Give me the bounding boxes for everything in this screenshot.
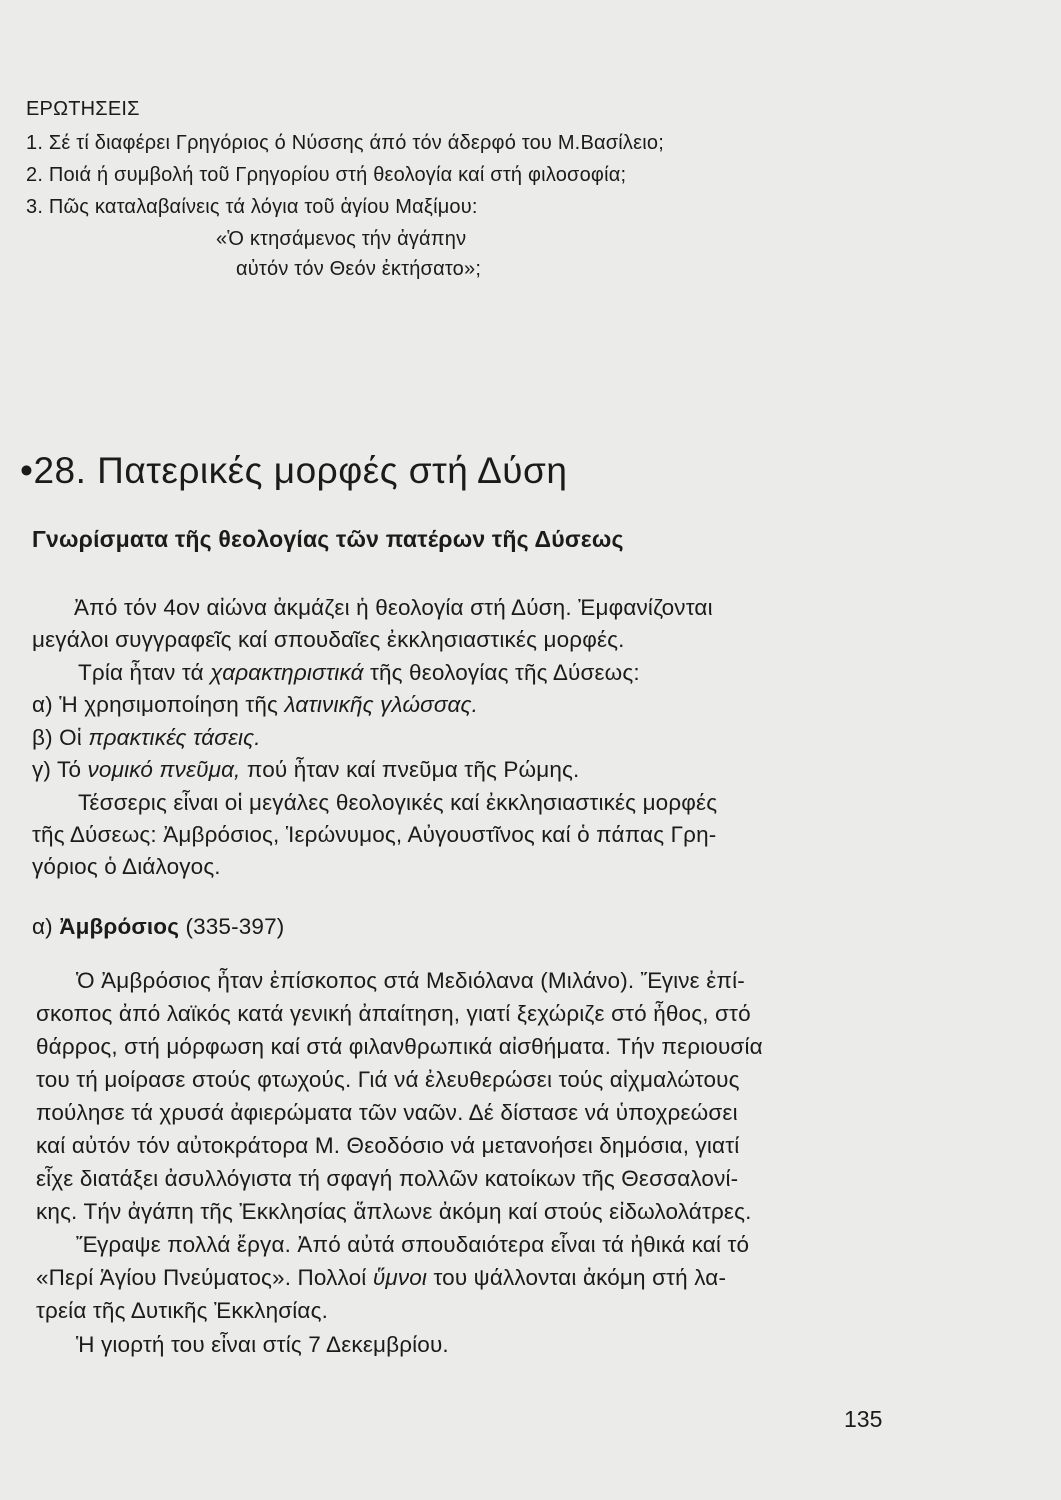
quote-line-2: αὐτόν τόν Θεόν ἐκτήσατο»; bbox=[236, 258, 482, 280]
section-subheading: Γνωρίσματα τῆς θεολογίας τῶν πατέρων τῆς Δύσεως bbox=[32, 526, 624, 552]
ambrose-line-8: κης. Τήν ἀγάπη τῆς Ἐκκλησίας ἅπλωνε ἀκόμη καί στούς εἰδωλολάτρες. bbox=[36, 1199, 752, 1224]
questions-heading: ΕΡΩΤΗΣΕΙΣ bbox=[26, 98, 140, 120]
figures-line-3: γόριος ὁ Διάλογος. bbox=[32, 854, 221, 879]
quote-line-1: «Ὁ κτησάμενος τήν ἀγάπην bbox=[216, 228, 467, 250]
figures-line-2: τῆς Δύσεως: Ἀμβρόσιος, Ἱερώνυμος, Αὐγουστῖνος καί ὁ πάπας Γρη- bbox=[32, 822, 717, 847]
trait-a: α) Ἡ χρησιμοποίηση τῆς λατινικῆς γλώσσας. bbox=[32, 692, 479, 717]
question-2: 2. Ποιά ή συμβολή τοῦ Γρηγορίου στή θεολογία καί στή φιλοσοφία; bbox=[26, 164, 627, 186]
question-1: 1. Σέ τί διαφέρει Γρηγόριος ό Νύσσης άπό τόν άδερφό του Μ.Βασίλειο; bbox=[26, 132, 664, 154]
trait-b: β) Οἱ πρακτικές τάσεις. bbox=[32, 725, 261, 750]
ambrose-line-5: πούλησε τά χρυσά ἀφιερώματα τῶν ναῶν. Δέ δίστασε νά ὑποχρεώσει bbox=[36, 1100, 738, 1125]
intro-line-2: μεγάλοι συγγραφεῖς καί σπουδαῖες ἐκκλησιαστικές μορφές. bbox=[32, 627, 625, 652]
ambrose-line-1: Ὁ Ἀμβρόσιος ἦταν ἐπίσκοπος στά Μεδιόλανα (Μιλάνο). Ἔγινε ἐπί- bbox=[76, 968, 745, 993]
ambrose-line-9: Ἔγραψε πολλά ἔργα. Ἀπό αὐτά σπουδαιότερα εἶναι τά ἠθικά καί τό bbox=[76, 1232, 750, 1257]
ambrose-line-10: «Περί Ἁγίου Πνεύματος». Πολλοί ὕμνοι του ψάλλονται ἀκόμη στή λα- bbox=[36, 1265, 727, 1290]
ambrose-line-6: καί αὐτόν τόν αὐτοκράτορα Μ. Θεοδόσιο νά μετανοήσει δημόσια, γιατί bbox=[36, 1133, 740, 1158]
ambrose-line-3: θάρρος, στή μόρφωση καί στά φιλανθρωπικά αἰσθήματα. Τήν περιουσία bbox=[36, 1034, 763, 1059]
intro-line-1: Ἀπό τόν 4ον αἰώνα ἀκμάζει ἡ θεολογία στή Δύση. Ἐμφανίζονται bbox=[74, 595, 713, 620]
ambrose-line-7: εἶχε διατάξει ἀσυλλόγιστα τή σφαγή πολλῶν κατοίκων τῆς Θεσσαλονί- bbox=[36, 1166, 739, 1191]
chapter-title: •28. Πατερικές μορφές στή Δύση bbox=[20, 450, 568, 491]
ambrose-line-11: τρεία τῆς Δυτικῆς Ἐκκλησίας. bbox=[36, 1298, 328, 1323]
trait-c: γ) Τό νομικό πνεῦμα, πού ἦταν καί πνεῦμα τῆς Ρώμης. bbox=[32, 757, 580, 782]
question-3: 3. Πῶς καταλαβαίνεις τά λόγια τοῦ ἁγίου Μαξίμου: bbox=[26, 196, 478, 218]
ambrose-line-4: του τή μοίρασε στούς φτωχούς. Γιά νά ἐλευθερώσει τούς αἰχμαλώτους bbox=[36, 1067, 740, 1092]
page-number: 135 bbox=[844, 1406, 883, 1432]
ambrose-line-12: Ἡ γιορτή του εἶναι στίς 7 Δεκεμβρίου. bbox=[76, 1332, 449, 1357]
ambrose-line-2: σκοπος ἀπό λαϊκός κατά γενική ἀπαίτηση, γιατί ξεχώριζε στό ἦθος, στό bbox=[36, 1001, 751, 1026]
intro-line-3: Τρία ἦταν τά χαρακτηριστικά τῆς θεολογίας τῆς Δύσεως: bbox=[78, 660, 640, 685]
ambrose-heading: α) Ἀμβρόσιος (335-397) bbox=[32, 914, 285, 939]
figures-line-1: Τέσσερις εἶναι οἱ μεγάλες θεολογικές καί ἐκκλησιαστικές μορφές bbox=[78, 790, 718, 815]
